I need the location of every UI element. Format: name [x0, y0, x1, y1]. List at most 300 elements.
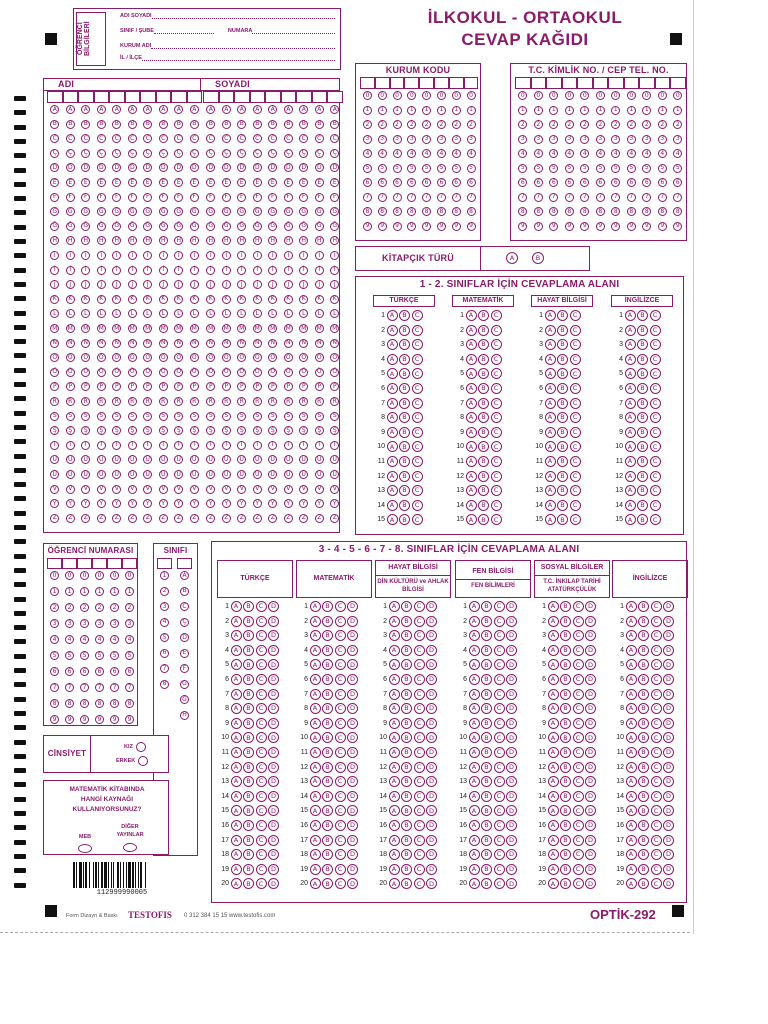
ogrenci-no-bubble[interactable]: 3 [125, 619, 134, 628]
tc-kimlik-write-cell[interactable] [577, 77, 593, 89]
adi-bubble[interactable]: R [97, 397, 106, 406]
g38-sosyal-bilgiler-answer-bubble[interactable]: B [560, 747, 571, 758]
adi-bubble[interactable]: J [143, 280, 152, 289]
adi-bubble[interactable]: C [174, 134, 183, 143]
g38-matematik-answer-bubble[interactable]: B [322, 805, 333, 816]
g38-turkce-answer-bubble[interactable]: A [231, 645, 242, 656]
g38-fen-bilgisi-answer-bubble[interactable]: B [481, 718, 492, 729]
tc-kimlik-bubble[interactable]: 2 [580, 120, 589, 129]
g38-turkce-answer-bubble[interactable]: B [243, 835, 254, 846]
ogrenci-no-bubble[interactable]: 6 [125, 667, 134, 676]
adi-bubble[interactable]: İ [128, 266, 137, 275]
ogrenci-no-bubble[interactable]: 4 [50, 635, 59, 644]
g38-sosyal-bilgiler-answer-bubble[interactable]: A [548, 835, 559, 846]
g38-turkce-answer-bubble[interactable]: D [268, 659, 279, 670]
soyadi-bubble[interactable]: B [315, 120, 324, 129]
ogrenci-no-bubble[interactable]: 5 [110, 651, 119, 660]
adi-bubble[interactable]: Ş [128, 426, 137, 435]
g38-fen-bilgisi-answer-bubble[interactable]: C [494, 659, 505, 670]
g38-sosyal-bilgiler-answer-bubble[interactable]: B [560, 776, 571, 787]
g38-turkce-answer-bubble[interactable]: C [256, 674, 267, 685]
g38-sosyal-bilgiler-answer-bubble[interactable]: B [560, 820, 571, 831]
g38-matematik-answer-bubble[interactable]: C [335, 805, 346, 816]
g38-ingilizce-answer-bubble[interactable]: D [663, 674, 674, 685]
adi-bubble[interactable]: K [159, 295, 168, 304]
kurum-kodu-write-cell[interactable] [449, 77, 464, 89]
g12-turkce-answer-bubble[interactable]: B [399, 471, 410, 482]
g38-matematik-answer-bubble[interactable]: C [335, 659, 346, 670]
g38-fen-bilgisi-answer-bubble[interactable]: A [469, 616, 480, 627]
soyadi-bubble[interactable]: Ç [299, 149, 308, 158]
tc-kimlik-bubble[interactable]: 1 [580, 106, 589, 115]
g38-hayat-bilgisi-answer-bubble[interactable]: D [426, 645, 437, 656]
soyadi-bubble[interactable]: V [222, 485, 231, 494]
g12-hayat-bilgisi-answer-bubble[interactable]: A [545, 471, 556, 482]
g38-fen-bilgisi-answer-bubble[interactable]: C [494, 820, 505, 831]
soyadi-bubble[interactable]: T [222, 441, 231, 450]
soyadi-bubble[interactable]: Z [330, 514, 339, 523]
g38-sosyal-bilgiler-answer-bubble[interactable]: C [573, 659, 584, 670]
g12-turkce-answer-bubble[interactable]: A [387, 485, 398, 496]
soyadi-bubble[interactable]: U [253, 455, 262, 464]
adi-bubble[interactable]: V [143, 485, 152, 494]
tc-kimlik-bubble[interactable]: 1 [596, 106, 605, 115]
g38-turkce-answer-bubble[interactable]: D [268, 776, 279, 787]
soyadi-bubble[interactable]: J [237, 280, 246, 289]
kurum-kodu-bubble[interactable]: 4 [467, 149, 476, 158]
soyadi-bubble[interactable]: G [253, 207, 262, 216]
tc-kimlik-write-cell[interactable] [531, 77, 547, 89]
soyadi-bubble[interactable]: C [206, 134, 215, 143]
adi-bubble[interactable]: K [174, 295, 183, 304]
g38-ingilizce-answer-bubble[interactable]: A [626, 732, 637, 743]
g12-matematik-answer-bubble[interactable]: C [491, 427, 502, 438]
g12-turkce-answer-bubble[interactable]: A [387, 368, 398, 379]
g38-fen-bilgisi-answer-bubble[interactable]: B [481, 659, 492, 670]
soyadi-bubble[interactable]: İ [206, 266, 215, 275]
ogrenci-no-write-cell[interactable] [47, 558, 62, 569]
g38-hayat-bilgisi-answer-bubble[interactable]: A [389, 747, 400, 758]
kurum-kodu-bubble[interactable]: 4 [422, 149, 431, 158]
tc-kimlik-bubble[interactable]: 4 [596, 149, 605, 158]
soyadi-bubble[interactable]: U [299, 455, 308, 464]
adi-bubble[interactable]: Z [50, 514, 59, 523]
kurum-kodu-bubble[interactable]: 8 [422, 207, 431, 216]
g38-hayat-bilgisi-answer-bubble[interactable]: A [389, 849, 400, 860]
g38-ingilizce-answer-bubble[interactable]: C [651, 805, 662, 816]
adi-bubble[interactable]: E [143, 178, 152, 187]
tc-kimlik-bubble[interactable]: 3 [518, 135, 527, 144]
soyadi-bubble[interactable]: R [206, 397, 215, 406]
g38-turkce-answer-bubble[interactable]: A [231, 776, 242, 787]
adi-bubble[interactable]: B [190, 120, 199, 129]
g12-ingilizce-answer-bubble[interactable]: A [625, 456, 636, 467]
adi-bubble[interactable]: Ğ [112, 222, 121, 231]
adi-bubble[interactable]: Ğ [128, 222, 137, 231]
ogrenci-no-bubble[interactable]: 8 [50, 699, 59, 708]
adi-bubble[interactable]: C [143, 134, 152, 143]
adi-bubble[interactable]: Ü [159, 470, 168, 479]
adi-bubble[interactable]: I [128, 251, 137, 260]
g38-matematik-answer-bubble[interactable]: A [310, 689, 321, 700]
tc-kimlik-bubble[interactable]: 7 [658, 193, 667, 202]
g38-fen-bilgisi-answer-bubble[interactable]: B [481, 762, 492, 773]
adi-bubble[interactable]: H [190, 236, 199, 245]
soyadi-bubble[interactable]: T [268, 441, 277, 450]
tc-kimlik-write-cell[interactable] [562, 77, 578, 89]
kurum-kodu-bubble[interactable]: 3 [422, 135, 431, 144]
g38-matematik-answer-bubble[interactable]: A [310, 762, 321, 773]
g38-fen-bilgisi-answer-bubble[interactable]: C [494, 835, 505, 846]
soyadi-bubble[interactable]: H [315, 236, 324, 245]
tc-kimlik-bubble[interactable]: 7 [642, 193, 651, 202]
soyadi-bubble[interactable]: V [206, 485, 215, 494]
g38-matematik-answer-bubble[interactable]: B [322, 718, 333, 729]
g38-hayat-bilgisi-answer-bubble[interactable]: D [426, 849, 437, 860]
g38-matematik-answer-bubble[interactable]: A [310, 820, 321, 831]
adi-bubble[interactable]: Z [81, 514, 90, 523]
ogrenci-no-bubble[interactable]: 5 [65, 651, 74, 660]
soyadi-bubble[interactable]: N [237, 339, 246, 348]
g38-sosyal-bilgiler-answer-bubble[interactable]: D [585, 849, 596, 860]
adi-bubble[interactable]: E [97, 178, 106, 187]
adi-bubble[interactable]: H [128, 236, 137, 245]
g38-turkce-answer-bubble[interactable]: B [243, 630, 254, 641]
adi-bubble[interactable]: Ç [128, 149, 137, 158]
cinsiyet-erkek-bubble[interactable] [138, 756, 148, 766]
adi-write-cell[interactable] [140, 91, 156, 103]
field-adi-soyadi[interactable] [120, 13, 335, 19]
tc-kimlik-bubble[interactable]: 4 [642, 149, 651, 158]
adi-bubble[interactable]: I [159, 251, 168, 260]
g38-hayat-bilgisi-answer-bubble[interactable]: B [401, 630, 412, 641]
adi-bubble[interactable]: Y [50, 499, 59, 508]
g38-matematik-answer-bubble[interactable]: D [347, 805, 358, 816]
g38-ingilizce-answer-bubble[interactable]: C [651, 878, 662, 889]
adi-bubble[interactable]: B [50, 120, 59, 129]
soyadi-bubble[interactable]: E [237, 178, 246, 187]
sinifi-number-bubble[interactable]: 8 [160, 680, 169, 689]
adi-bubble[interactable]: Ü [81, 470, 90, 479]
g38-ingilizce-answer-bubble[interactable]: A [626, 878, 637, 889]
g12-ingilizce-answer-bubble[interactable]: A [625, 368, 636, 379]
soyadi-bubble[interactable]: V [315, 485, 324, 494]
g12-turkce-answer-bubble[interactable]: A [387, 398, 398, 409]
g12-ingilizce-answer-bubble[interactable]: B [637, 383, 648, 394]
soyadi-bubble[interactable]: L [330, 309, 339, 318]
soyadi-bubble[interactable]: I [206, 251, 215, 260]
g12-matematik-answer-bubble[interactable]: C [491, 441, 502, 452]
adi-bubble[interactable]: O [128, 353, 137, 362]
soyadi-bubble[interactable]: A [237, 105, 246, 114]
g12-turkce-answer-bubble[interactable]: C [412, 354, 423, 365]
adi-bubble[interactable]: L [81, 309, 90, 318]
g38-hayat-bilgisi-answer-bubble[interactable]: C [414, 645, 425, 656]
soyadi-bubble[interactable]: E [222, 178, 231, 187]
tc-kimlik-bubble[interactable]: 0 [611, 91, 620, 100]
soyadi-bubble[interactable]: M [254, 324, 260, 332]
g12-matematik-answer-bubble[interactable]: C [491, 310, 502, 321]
tc-kimlik-bubble[interactable]: 5 [580, 164, 589, 173]
adi-bubble[interactable]: P [81, 382, 90, 391]
ogrenci-no-bubble[interactable]: 5 [125, 651, 134, 660]
g38-matematik-answer-bubble[interactable]: D [347, 703, 358, 714]
g12-matematik-answer-bubble[interactable]: B [478, 427, 489, 438]
soyadi-bubble[interactable]: O [268, 353, 277, 362]
g38-hayat-bilgisi-answer-bubble[interactable]: B [401, 645, 412, 656]
g38-ingilizce-answer-bubble[interactable]: A [626, 747, 637, 758]
g38-hayat-bilgisi-answer-bubble[interactable]: B [401, 791, 412, 802]
g38-hayat-bilgisi-answer-bubble[interactable]: D [426, 659, 437, 670]
g38-ingilizce-answer-bubble[interactable]: B [638, 762, 649, 773]
g38-ingilizce-answer-bubble[interactable]: D [663, 864, 674, 875]
soyadi-bubble[interactable]: Ş [299, 426, 308, 435]
kurum-kodu-bubble[interactable]: 4 [378, 149, 387, 158]
g38-matematik-answer-bubble[interactable]: D [347, 645, 358, 656]
g38-turkce-answer-bubble[interactable]: A [231, 703, 242, 714]
g12-hayat-bilgisi-answer-bubble[interactable]: A [545, 412, 556, 423]
g38-ingilizce-answer-bubble[interactable]: A [626, 659, 637, 670]
adi-bubble[interactable]: O [81, 353, 90, 362]
adi-bubble[interactable]: Ş [97, 426, 106, 435]
g38-ingilizce-answer-bubble[interactable]: B [638, 659, 649, 670]
ogrenci-no-bubble[interactable]: 3 [80, 619, 89, 628]
g38-fen-bilgisi-answer-bubble[interactable]: A [469, 718, 480, 729]
g12-matematik-answer-bubble[interactable]: A [466, 412, 477, 423]
g12-matematik-answer-bubble[interactable]: C [491, 514, 502, 525]
adi-bubble[interactable]: Ü [66, 470, 75, 479]
adi-bubble[interactable]: Ü [128, 470, 137, 479]
soyadi-bubble[interactable]: Ç [237, 149, 246, 158]
g38-ingilizce-answer-bubble[interactable]: C [651, 747, 662, 758]
g38-sosyal-bilgiler-answer-bubble[interactable]: A [548, 718, 559, 729]
g12-hayat-bilgisi-answer-bubble[interactable]: A [545, 500, 556, 511]
soyadi-bubble[interactable]: N [299, 339, 308, 348]
g38-turkce-answer-bubble[interactable]: C [256, 616, 267, 627]
tc-kimlik-bubble[interactable]: 5 [611, 164, 620, 173]
adi-bubble[interactable]: P [112, 382, 121, 391]
soyadi-bubble[interactable]: Ö [284, 368, 293, 377]
soyadi-bubble[interactable]: T [237, 441, 246, 450]
adi-bubble[interactable]: V [81, 485, 90, 494]
g38-sosyal-bilgiler-answer-bubble[interactable]: C [573, 776, 584, 787]
g12-hayat-bilgisi-answer-bubble[interactable]: C [570, 471, 581, 482]
g38-ingilizce-answer-bubble[interactable]: B [638, 674, 649, 685]
g38-turkce-answer-bubble[interactable]: C [256, 689, 267, 700]
g12-ingilizce-answer-bubble[interactable]: C [650, 339, 661, 350]
g38-fen-bilgisi-answer-bubble[interactable]: C [494, 776, 505, 787]
g38-hayat-bilgisi-answer-bubble[interactable]: B [401, 601, 412, 612]
g38-matematik-answer-bubble[interactable]: B [322, 645, 333, 656]
g12-matematik-answer-bubble[interactable]: C [491, 398, 502, 409]
soyadi-bubble[interactable]: U [237, 455, 246, 464]
tc-kimlik-bubble[interactable]: 5 [642, 164, 651, 173]
g38-fen-bilgisi-answer-bubble[interactable]: D [506, 805, 517, 816]
tc-kimlik-write-cell[interactable] [593, 77, 609, 89]
soyadi-bubble[interactable]: Y [284, 499, 293, 508]
adi-write-cell[interactable] [125, 91, 141, 103]
tc-kimlik-bubble[interactable]: 2 [518, 120, 527, 129]
g12-ingilizce-answer-bubble[interactable]: B [637, 368, 648, 379]
g38-matematik-answer-bubble[interactable]: D [347, 820, 358, 831]
adi-bubble[interactable]: H [143, 236, 152, 245]
soyadi-bubble[interactable]: S [206, 412, 215, 421]
adi-bubble[interactable]: C [159, 134, 168, 143]
g38-fen-bilgisi-answer-bubble[interactable]: B [481, 601, 492, 612]
g38-ingilizce-answer-bubble[interactable]: D [663, 820, 674, 831]
kurum-kodu-bubble[interactable]: 0 [393, 91, 402, 100]
adi-bubble[interactable]: Ç [143, 149, 152, 158]
g38-sosyal-bilgiler-answer-bubble[interactable]: A [548, 864, 559, 875]
g38-hayat-bilgisi-answer-bubble[interactable]: D [426, 820, 437, 831]
soyadi-bubble[interactable]: İ [268, 266, 277, 275]
g38-hayat-bilgisi-answer-bubble[interactable]: C [414, 659, 425, 670]
g12-turkce-answer-bubble[interactable]: B [399, 398, 410, 409]
g38-hayat-bilgisi-answer-bubble[interactable]: B [401, 805, 412, 816]
adi-bubble[interactable]: Ğ [174, 222, 183, 231]
soyadi-bubble[interactable]: E [268, 178, 277, 187]
soyadi-bubble[interactable]: Ş [222, 426, 231, 435]
g12-matematik-answer-bubble[interactable]: A [466, 398, 477, 409]
adi-write-cell[interactable] [187, 91, 203, 103]
soyadi-bubble[interactable]: S [299, 412, 308, 421]
g12-ingilizce-answer-bubble[interactable]: A [625, 485, 636, 496]
soyadi-bubble[interactable]: U [330, 455, 339, 464]
adi-bubble[interactable]: P [174, 382, 183, 391]
soyadi-bubble[interactable]: C [284, 134, 293, 143]
adi-bubble[interactable]: Ü [190, 470, 199, 479]
soyadi-bubble[interactable]: Ğ [237, 222, 246, 231]
adi-bubble[interactable]: M [191, 324, 197, 332]
g38-sosyal-bilgiler-answer-bubble[interactable]: A [548, 878, 559, 889]
g38-ingilizce-answer-bubble[interactable]: C [651, 630, 662, 641]
g12-turkce-answer-bubble[interactable]: A [387, 325, 398, 336]
g38-fen-bilgisi-answer-bubble[interactable]: A [469, 601, 480, 612]
g38-turkce-answer-bubble[interactable]: A [231, 878, 242, 889]
g12-hayat-bilgisi-answer-bubble[interactable]: C [570, 427, 581, 438]
adi-bubble[interactable]: Ü [50, 470, 59, 479]
g38-matematik-answer-bubble[interactable]: A [310, 630, 321, 641]
soyadi-bubble[interactable]: L [315, 309, 324, 318]
ogrenci-no-bubble[interactable]: 0 [65, 571, 74, 580]
g38-matematik-answer-bubble[interactable]: C [335, 864, 346, 875]
g38-fen-bilgisi-answer-bubble[interactable]: D [506, 776, 517, 787]
adi-bubble[interactable]: Ü [174, 470, 183, 479]
soyadi-bubble[interactable]: M [208, 324, 214, 332]
soyadi-bubble[interactable]: L [284, 309, 293, 318]
soyadi-bubble[interactable]: F [222, 193, 231, 202]
adi-bubble[interactable]: V [50, 485, 59, 494]
g38-matematik-answer-bubble[interactable]: C [335, 732, 346, 743]
adi-bubble[interactable]: Ç [174, 149, 183, 158]
tc-kimlik-bubble[interactable]: 5 [627, 164, 636, 173]
adi-bubble[interactable]: Ş [190, 426, 199, 435]
g38-sosyal-bilgiler-answer-bubble[interactable]: A [548, 630, 559, 641]
g38-matematik-answer-bubble[interactable]: D [347, 630, 358, 641]
soyadi-bubble[interactable]: O [253, 353, 262, 362]
tc-kimlik-bubble[interactable]: 6 [673, 178, 682, 187]
soyadi-bubble[interactable]: P [330, 382, 339, 391]
g38-turkce-answer-bubble[interactable]: C [256, 820, 267, 831]
g38-hayat-bilgisi-answer-bubble[interactable]: A [389, 659, 400, 670]
adi-bubble[interactable]: Ö [97, 368, 106, 377]
g38-hayat-bilgisi-answer-bubble[interactable]: C [414, 601, 425, 612]
adi-bubble[interactable]: N [143, 339, 152, 348]
kurum-kodu-bubble[interactable]: 5 [452, 164, 461, 173]
adi-bubble[interactable]: E [112, 178, 121, 187]
sinifi-letter-bubble[interactable]: F [180, 664, 189, 673]
adi-bubble[interactable]: R [128, 397, 137, 406]
g38-hayat-bilgisi-answer-bubble[interactable]: D [426, 703, 437, 714]
tc-kimlik-bubble[interactable]: 5 [534, 164, 543, 173]
soyadi-bubble[interactable]: G [222, 207, 231, 216]
g12-matematik-answer-bubble[interactable]: A [466, 471, 477, 482]
g38-matematik-answer-bubble[interactable]: A [310, 732, 321, 743]
g12-ingilizce-answer-bubble[interactable]: A [625, 500, 636, 511]
soyadi-bubble[interactable]: R [253, 397, 262, 406]
adi-bubble[interactable]: U [112, 455, 121, 464]
adi-bubble[interactable]: B [174, 120, 183, 129]
adi-bubble[interactable]: R [50, 397, 59, 406]
g38-hayat-bilgisi-answer-bubble[interactable]: C [414, 805, 425, 816]
adi-bubble[interactable]: S [143, 412, 152, 421]
soyadi-bubble[interactable]: N [268, 339, 277, 348]
tc-kimlik-bubble[interactable]: 3 [658, 135, 667, 144]
soyadi-bubble[interactable]: J [222, 280, 231, 289]
tc-kimlik-write-cell[interactable] [670, 77, 686, 89]
g38-hayat-bilgisi-answer-bubble[interactable]: C [414, 630, 425, 641]
soyadi-bubble[interactable]: B [222, 120, 231, 129]
adi-bubble[interactable]: P [143, 382, 152, 391]
g38-ingilizce-answer-bubble[interactable]: D [663, 601, 674, 612]
g38-sosyal-bilgiler-answer-bubble[interactable]: C [573, 718, 584, 729]
ogrenci-no-bubble[interactable]: 2 [65, 603, 74, 612]
soyadi-bubble[interactable]: İ [222, 266, 231, 275]
g38-matematik-answer-bubble[interactable]: B [322, 864, 333, 875]
adi-bubble[interactable]: E [66, 178, 75, 187]
soyadi-bubble[interactable]: K [237, 295, 246, 304]
g12-ingilizce-answer-bubble[interactable]: C [650, 383, 661, 394]
g38-turkce-answer-bubble[interactable]: B [243, 762, 254, 773]
adi-write-cell[interactable] [63, 91, 79, 103]
g12-hayat-bilgisi-answer-bubble[interactable]: A [545, 354, 556, 365]
soyadi-bubble[interactable]: Ö [253, 368, 262, 377]
adi-bubble[interactable]: S [190, 412, 199, 421]
g12-turkce-answer-bubble[interactable]: C [412, 383, 423, 394]
g38-turkce-answer-bubble[interactable]: B [243, 616, 254, 627]
ogrenci-no-bubble[interactable]: 8 [65, 699, 74, 708]
soyadi-bubble[interactable]: F [315, 193, 324, 202]
g38-sosyal-bilgiler-answer-bubble[interactable]: D [585, 732, 596, 743]
g12-ingilizce-answer-bubble[interactable]: B [637, 339, 648, 350]
g38-ingilizce-answer-bubble[interactable]: A [626, 835, 637, 846]
soyadi-bubble[interactable]: M [223, 324, 229, 332]
adi-bubble[interactable]: D [112, 163, 121, 172]
kurum-kodu-bubble[interactable]: 6 [422, 178, 431, 187]
soyadi-bubble[interactable]: E [206, 178, 215, 187]
g38-fen-bilgisi-answer-bubble[interactable]: A [469, 791, 480, 802]
soyadi-write-cell[interactable] [219, 91, 235, 103]
soyadi-bubble[interactable]: Ğ [222, 222, 231, 231]
adi-bubble[interactable]: I [97, 251, 106, 260]
g12-turkce-answer-bubble[interactable]: A [387, 514, 398, 525]
soyadi-bubble[interactable]: İ [284, 266, 293, 275]
ogrenci-no-bubble[interactable]: 0 [125, 571, 134, 580]
g38-ingilizce-answer-bubble[interactable]: C [651, 659, 662, 670]
tc-kimlik-bubble[interactable]: 5 [596, 164, 605, 173]
g38-sosyal-bilgiler-answer-bubble[interactable]: C [573, 849, 584, 860]
adi-bubble[interactable]: Y [190, 499, 199, 508]
